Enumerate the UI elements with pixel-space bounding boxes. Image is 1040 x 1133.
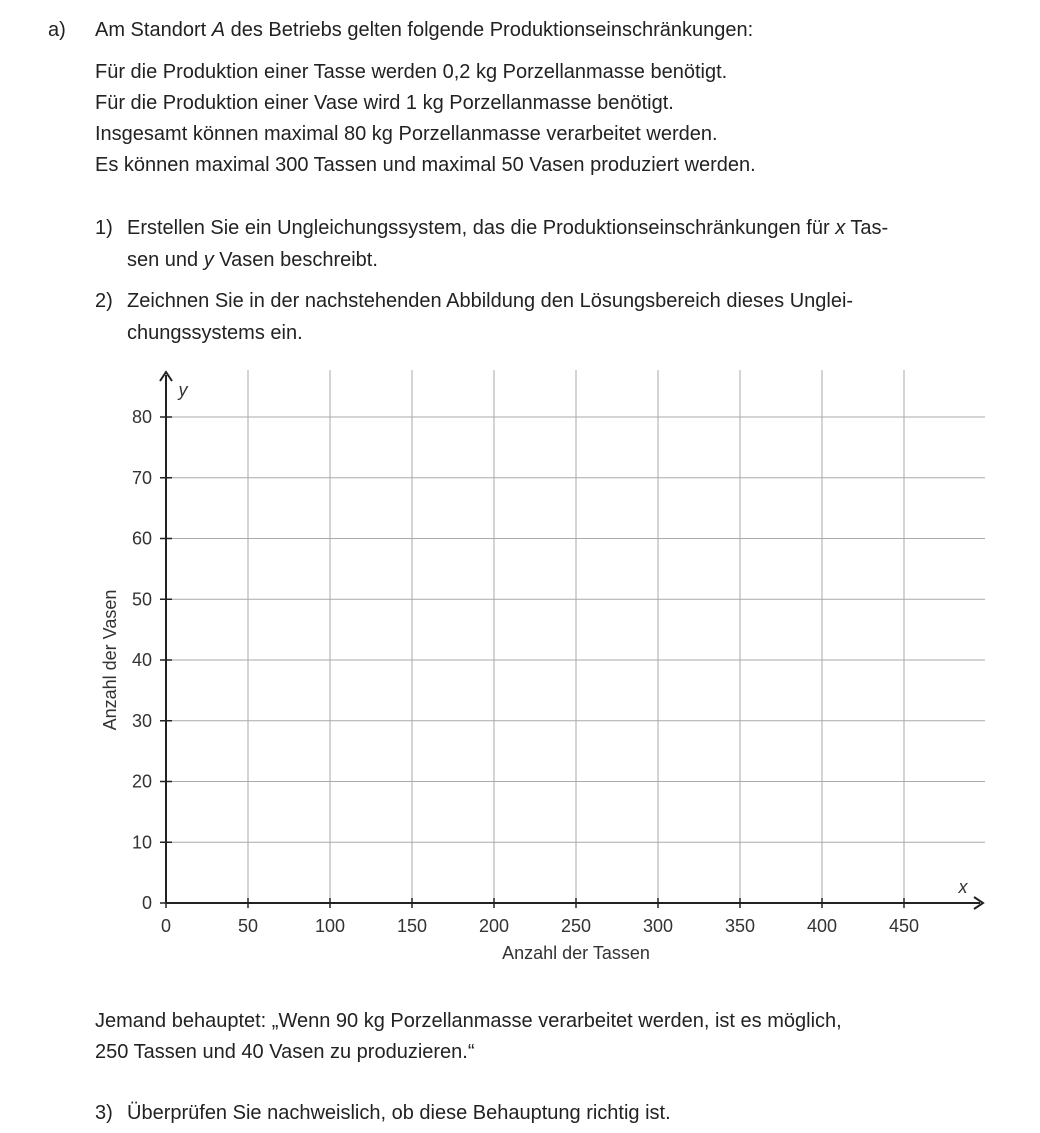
- y-tick-label: 50: [131, 589, 152, 610]
- subtask-1-text-a: Erstellen Sie ein Ungleichungssystem, das die Produktionseinschränkungen für: [127, 217, 836, 239]
- claim-line-2: 250 Tassen und 40 Vasen zu produzieren.“: [95, 1041, 475, 1063]
- x-tick-label: 150: [396, 916, 428, 936]
- y-tick-label: 20: [131, 771, 152, 792]
- y-tick-label: 10: [131, 832, 152, 853]
- y-tick-label: 0: [141, 893, 152, 913]
- x-tick-label: 200: [478, 916, 510, 936]
- x-axis-symbol: x: [958, 877, 968, 897]
- x-axis-label: Anzahl der Tassen: [502, 943, 650, 963]
- subtask-1-text-b: Tas-: [845, 217, 889, 239]
- x-tick-label: 400: [806, 916, 838, 936]
- x-tick-label: 250: [560, 916, 592, 936]
- x-tick-label: 0: [160, 916, 172, 936]
- y-tick-label: 70: [131, 467, 152, 488]
- subtask-1-number: 1): [95, 217, 113, 239]
- task-intro: [95, 19, 753, 41]
- claim-line-1: Jemand behauptet: „Wenn 90 kg Porzellanmasse verarbeitet werden, ist es möglich,: [95, 1010, 842, 1032]
- subtask-3-number: 3): [95, 1102, 113, 1124]
- intro-before: Am Standort: [95, 19, 212, 41]
- subtask-1-line-2: [127, 249, 378, 271]
- y-axis-label: Anzahl der Vasen: [100, 589, 120, 731]
- y-tick-label: 80: [131, 407, 152, 427]
- grid-lines: [166, 370, 985, 903]
- ticks: [132, 407, 919, 936]
- constraint-line-2: Für die Produktion einer Vase wird 1 kg Porzellanmasse benötigt.: [95, 92, 674, 114]
- solution-area-chart: [0, 360, 1040, 970]
- y-tick-label: 60: [131, 528, 152, 549]
- x-tick-label: 100: [314, 916, 346, 936]
- intro-after: des Betriebs gelten folgende Produktionseinschränkungen:: [225, 19, 754, 41]
- constraint-line-1: Für die Produktion einer Tasse werden 0,2 kg Porzellanmasse benötigt.: [95, 61, 728, 83]
- x-tick-label: 450: [888, 916, 920, 936]
- constraint-line-3: Insgesamt können maximal 80 kg Porzellanmasse verarbeitet werden.: [95, 123, 718, 145]
- variable-x: x: [835, 217, 846, 239]
- task-label: a): [48, 19, 66, 41]
- subtask-3-text: Überprüfen Sie nachweislich, ob diese Behauptung richtig ist.: [127, 1102, 671, 1124]
- y-tick-label: 30: [131, 710, 152, 731]
- subtask-2-line-1: Zeichnen Sie in der nachstehenden Abbildung den Lösungsbereich dieses Unglei-: [127, 290, 854, 312]
- subtask-1-text-c: sen und: [127, 249, 204, 271]
- y-tick-label: 40: [131, 650, 152, 670]
- variable-y: y: [203, 249, 214, 271]
- x-tick-label: 300: [642, 916, 674, 936]
- subtask-1-text-d: Vasen beschreibt.: [213, 249, 378, 271]
- y-axis-symbol: y: [178, 380, 188, 400]
- axes: [160, 372, 983, 909]
- x-tick-label: 350: [724, 916, 756, 936]
- subtask-2-number: 2): [95, 290, 113, 312]
- subtask-1-line-1: [127, 217, 888, 239]
- x-tick-label: 50: [237, 916, 259, 936]
- subtask-2-line-2: chungssystems ein.: [127, 322, 303, 344]
- constraint-line-4: Es können maximal 300 Tassen und maximal 50 Vasen produziert werden.: [95, 154, 756, 176]
- location-variable: A: [211, 19, 226, 41]
